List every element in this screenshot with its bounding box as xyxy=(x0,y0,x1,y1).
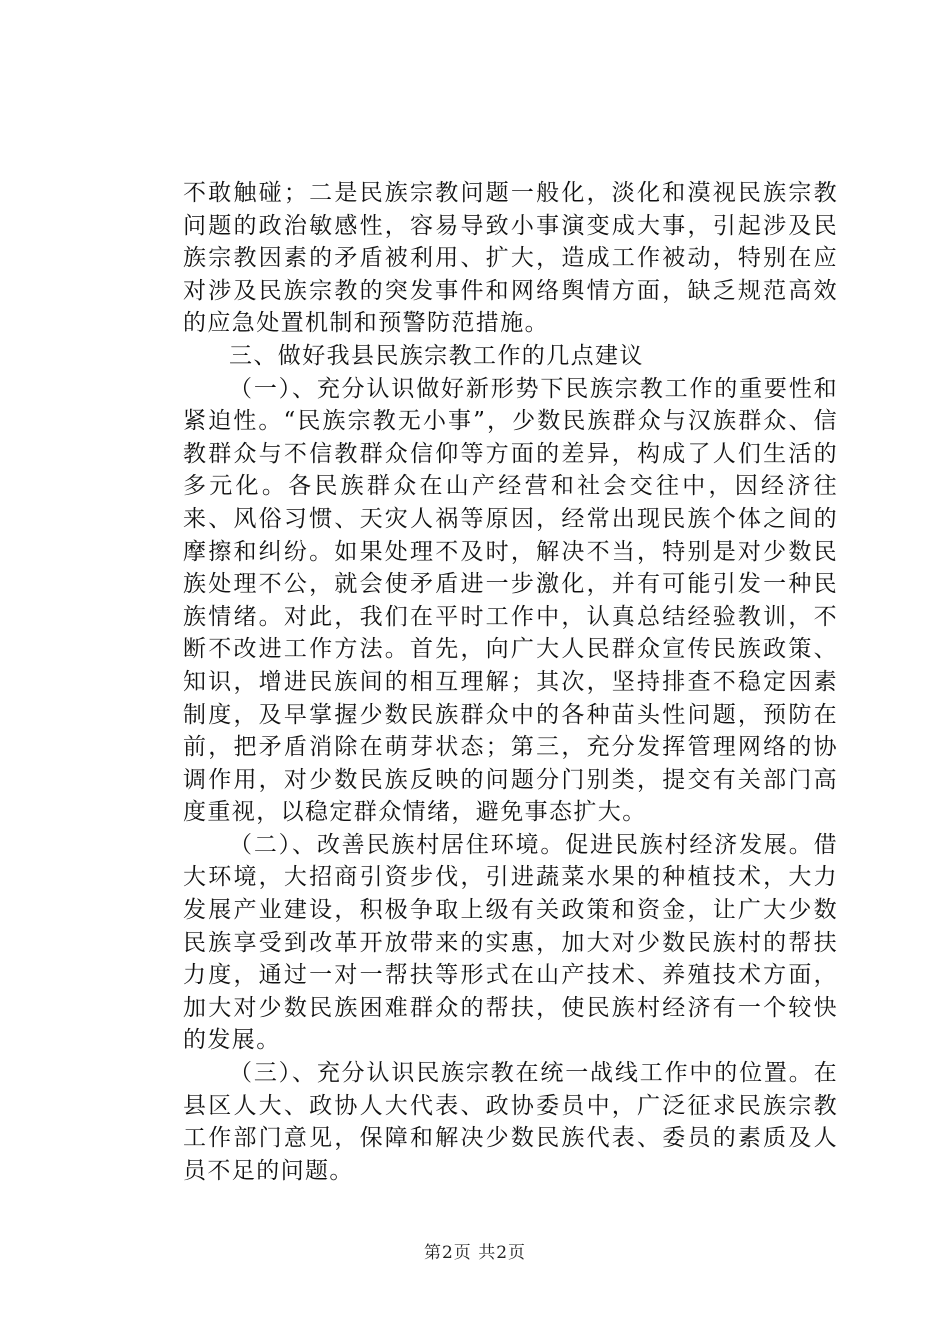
paragraph-suggestion-3: （三）、充分认识民族宗教在统一战线工作中的位置。在县区人大、政协人大代表、政协委员中，广泛征求民族宗教工作部门意见，保障和解决少数民族代表、委员的素质及人员不足的问题。 xyxy=(183,1060,838,1184)
paragraph-suggestion-2: （二）、改善民族村居住环境。促进民族村经济发展。借大环境，大招商引资步伐，引进蔬菜水果的种植技术，大力发展产业建设，积极争取上级有关政策和资金，让广大少数民族享受到改革开放带来的实惠，加大对少数民族村的帮扶力度，通过一对一帮扶等形式在山产技术、养殖技术方面，加大对少数民族困难群众的帮扶，使民族村经济有一个较快的发展。 xyxy=(183,831,838,1054)
section-heading: 三、做好我县民族宗教工作的几点建议 xyxy=(229,342,644,369)
paragraph-continuation: 不敢触碰；二是民族宗教问题一般化，淡化和漠视民族宗教问题的政治敏感性，容易导致小事演变成大事，引起涉及民族宗教因素的矛盾被利用、扩大，造成工作被动，特别在应对涉及民族宗教的突发事件和网络舆情方面，缺乏规范高效的应急处置机制和预警防范措施。 xyxy=(183,180,838,337)
document-body xyxy=(183,177,838,1187)
page-number-footer: 第2页 共2页 xyxy=(423,1243,527,1263)
paragraph-suggestion-1: （一）、充分认识做好新形势下民族宗教工作的重要性和紧迫性。“民族宗教无小事”，少数民族群众与汉族群众、信教群众与不信教群众信仰等方面的差异，构成了人们生活的多元化。各民族群众在山产经营和社会交往中，因经济往来、风俗习惯、天灾人祸等原因，经常出现民族个体之间的摩擦和纠纷。如果处理不及时，解决不当，特别是对少数民族处理不公，就会使矛盾进一步激化，并有可能引发一种民族情绪。对此，我们在平时工作中，认真总结经验教训，不断不改进工作方法。首先，向广大人民群众宣传民族政策、知识，增进民族间的相互理解；其次，坚持排查不稳定因素制度，及早掌握少数民族群众中的各种苗头性问题，预防在前，把矛盾消除在萌芽状态；第三，充分发挥管理网络的协调作用，对少数民族反映的问题分门别类，提交有关部门高度重视，以稳定群众情绪，避免事态扩大。 xyxy=(183,375,838,826)
